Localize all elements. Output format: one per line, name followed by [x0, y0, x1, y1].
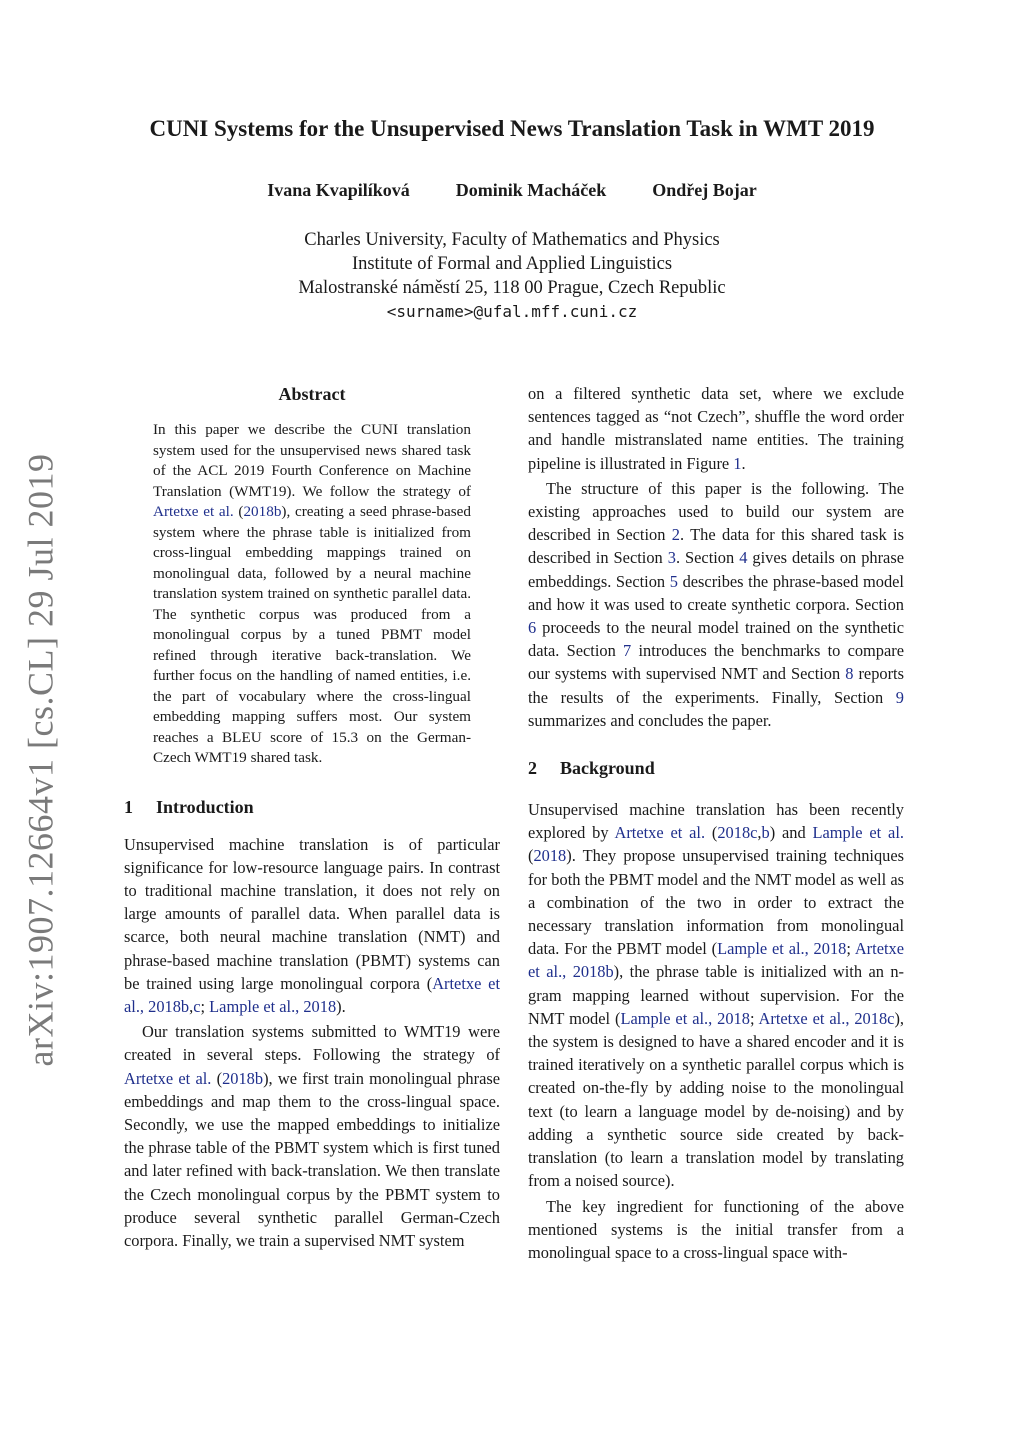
section-number: 1: [124, 796, 133, 817]
section-link[interactable]: 2: [671, 525, 680, 545]
text-run: (: [233, 503, 244, 520]
citation-link[interactable]: Artetxe et al.: [614, 823, 706, 843]
citation-link[interactable]: b: [761, 823, 770, 843]
abstract-text: [153, 420, 471, 769]
background-paragraph: The key ingredient for functioning of the above mentioned systems is the initial transfer from a monolingual space to a cross-lingual space with-: [528, 1196, 904, 1262]
text-run: ,: [189, 996, 194, 1016]
section-number: 2: [528, 758, 537, 779]
citation-link[interactable]: Artetxe et al.: [153, 503, 234, 520]
citation-link[interactable]: 2018: [533, 846, 567, 866]
text-run: on a filtered synthetic data set, where we exclude sentences tagged as “not Czech”, shuffle the word order and handle mistranslated name entities. The training pipeline is illustrated in Figure: [528, 384, 904, 473]
text-run: gives details on phrase embeddings. Section: [528, 548, 904, 591]
citation-link[interactable]: Artetxe et al., 2018b: [124, 973, 500, 1016]
text-run: ), we first train monolingual phrase embeddings and map them to the cross-lingual space. Secondly, we use the mapped embeddings to initialize the phrase table of the PBMT system which is first tuned and later refined with back-translation. We then translate the Czech monolingual corpus by the PBMT system to produce several synthetic parallel German-Czech corpora. Finally, we train a supervised NMT system: [124, 1068, 501, 1250]
text-run: ), creating a seed phrase-based system where the phrase table is initialized from cross-lingual embedding mappings trained on monolingual data, followed by a neural machine translation system trained on synthetic parallel data. The synthetic corpus was produced from a monolingual corpus by a tuned PBMT model refined through iterative back-translation. We further focus on the handling of named entities, i.e. the part of vocabulary where the cross-lingual embedding mapping suffers most. Our system reaches a BLEU score of 15.3 on the German-Czech WMT19 shared task.: [153, 503, 471, 766]
citation-link[interactable]: Artetxe et al.: [124, 1068, 212, 1088]
continued-paragraph: [528, 382, 904, 475]
text-run: Our translation systems submitted to WMT19 were created in several steps. Following the strategy of: [124, 1022, 500, 1065]
text-run: describes the phrase-based model and how it was used to create synthetic corpora. Section: [528, 571, 904, 614]
section-link[interactable]: 7: [623, 641, 632, 661]
intro-paragraph: [124, 833, 500, 1019]
affiliation-block: [80, 228, 944, 324]
text-run: . The data for this shared task is described in Section: [528, 525, 904, 568]
paper-title: CUNI Systems for the Unsupervised News Translation Task in WMT 2019: [149, 116, 875, 141]
text-run: In this paper we describe the CUNI translation system used for the unsupervised news shared task of the ACL 2019 Fourth Conference on Machine Translation (WMT19). We follow the strategy of: [153, 421, 471, 500]
text-run: ) and: [769, 823, 813, 843]
affiliation-line: Malostranské náměstí 25, 118 00 Prague, Czech Republic: [298, 278, 726, 298]
section-link[interactable]: 3: [667, 548, 676, 568]
text-run: (: [211, 1068, 223, 1088]
section-link[interactable]: 4: [739, 548, 748, 568]
text-run: Unsupervised machine translation has been recently explored by: [528, 800, 904, 843]
author-name: Ondřej Bojar: [652, 180, 757, 200]
citation-link[interactable]: Lample et al., 2018: [620, 1008, 750, 1028]
text-run: ;: [200, 996, 210, 1016]
section-heading-introduction: [124, 795, 500, 819]
text-run: ).: [336, 996, 346, 1016]
text-run: . Section: [675, 548, 740, 568]
citation-link[interactable]: 2018b: [222, 1068, 264, 1088]
text-run: reports the results of the experiments. Finally, Section: [528, 664, 904, 707]
text-run: proceeds to the neural model trained on the synthetic data. Section: [528, 618, 904, 661]
intro-paragraph: [124, 1020, 500, 1252]
arxiv-identifier: [10, 453, 70, 1067]
text-run: ), the phrase table is initialized with an n-gram mapping learned without supervision. For the NMT model (: [528, 962, 904, 1028]
affiliation-line: Charles University, Faculty of Mathematics and Physics: [304, 230, 720, 250]
citation-link[interactable]: Lample et al.: [812, 823, 904, 843]
text-run: .: [741, 453, 746, 473]
citation-link[interactable]: Lample et al., 2018: [717, 939, 847, 959]
section-title: Background: [560, 758, 655, 779]
author-email: <surname>@ufal.mff.cuni.cz: [386, 302, 638, 321]
citation-link[interactable]: Lample et al., 2018: [209, 996, 337, 1016]
section-heading-background: [528, 756, 904, 780]
text-run: (: [528, 846, 534, 866]
background-paragraph: [528, 798, 904, 1192]
text-run: Unsupervised machine translation is of particular significance for low-resource language pairs. In contrast to traditional machine translation, it does not rely on large amounts of parallel data. When parallel data is scarce, both neural machine translation (NMT) and phrase-based machine translation (PBMT) systems can be trained using large monolingual corpora (: [124, 834, 500, 993]
text-run: ,: [757, 823, 762, 843]
abstract-section: [124, 382, 500, 769]
right-column: [528, 382, 904, 1264]
section-link[interactable]: 9: [895, 687, 904, 707]
author-name: Ivana Kvapilíková: [267, 180, 410, 200]
citation-link[interactable]: c: [193, 996, 201, 1016]
citation-link[interactable]: 2018c: [717, 823, 758, 843]
author-list: [80, 180, 944, 201]
figure-link[interactable]: 1: [733, 453, 742, 473]
section-title: Introduction: [156, 796, 254, 817]
arxiv-identifier-text: arXiv:1907.12664v1 [cs.CL] 29 Jul 2019: [20, 453, 61, 1067]
citation-link[interactable]: Artetxe et al., 2018c: [758, 1008, 895, 1028]
text-run: (: [705, 823, 718, 843]
text-run: ;: [846, 939, 855, 959]
author-name: Dominik Macháček: [455, 180, 607, 200]
text-run: ;: [749, 1008, 759, 1028]
section-link[interactable]: 5: [669, 571, 678, 591]
text-run: introduces the benchmarks to compare our systems with supervised NMT and Section: [528, 641, 904, 684]
abstract-heading: Abstract: [278, 384, 346, 404]
structure-paragraph: [528, 477, 904, 732]
citation-link[interactable]: Artetxe et al., 2018b: [528, 939, 904, 982]
text-run: ), the system is designed to have a shared encoder and it is trained iteratively on a synthetic parallel corpus which is created on-the-fly by adding noise to the monolingual text (to learn a language model by de-noising) and by adding a synthetic source side created by back-translation (to learn a translation model by translating from a noised source).: [528, 1008, 904, 1191]
citation-link[interactable]: 2018b: [243, 503, 282, 520]
section-link[interactable]: 6: [528, 618, 537, 638]
left-column: [124, 382, 500, 1252]
affiliation-line: Institute of Formal and Applied Linguistics: [351, 254, 673, 274]
text-run: summarizes and concludes the paper.: [528, 710, 772, 730]
section-link[interactable]: 8: [845, 664, 854, 684]
text-run: ). They propose unsupervised training techniques for both the PBMT model and the NMT model as well as a combination of the two in order to extract the necessary translation information from monolingual data. For the PBMT model (: [528, 846, 904, 959]
text-run: The structure of this paper is the following. The existing approaches used to build our system are described in Section: [528, 478, 904, 545]
